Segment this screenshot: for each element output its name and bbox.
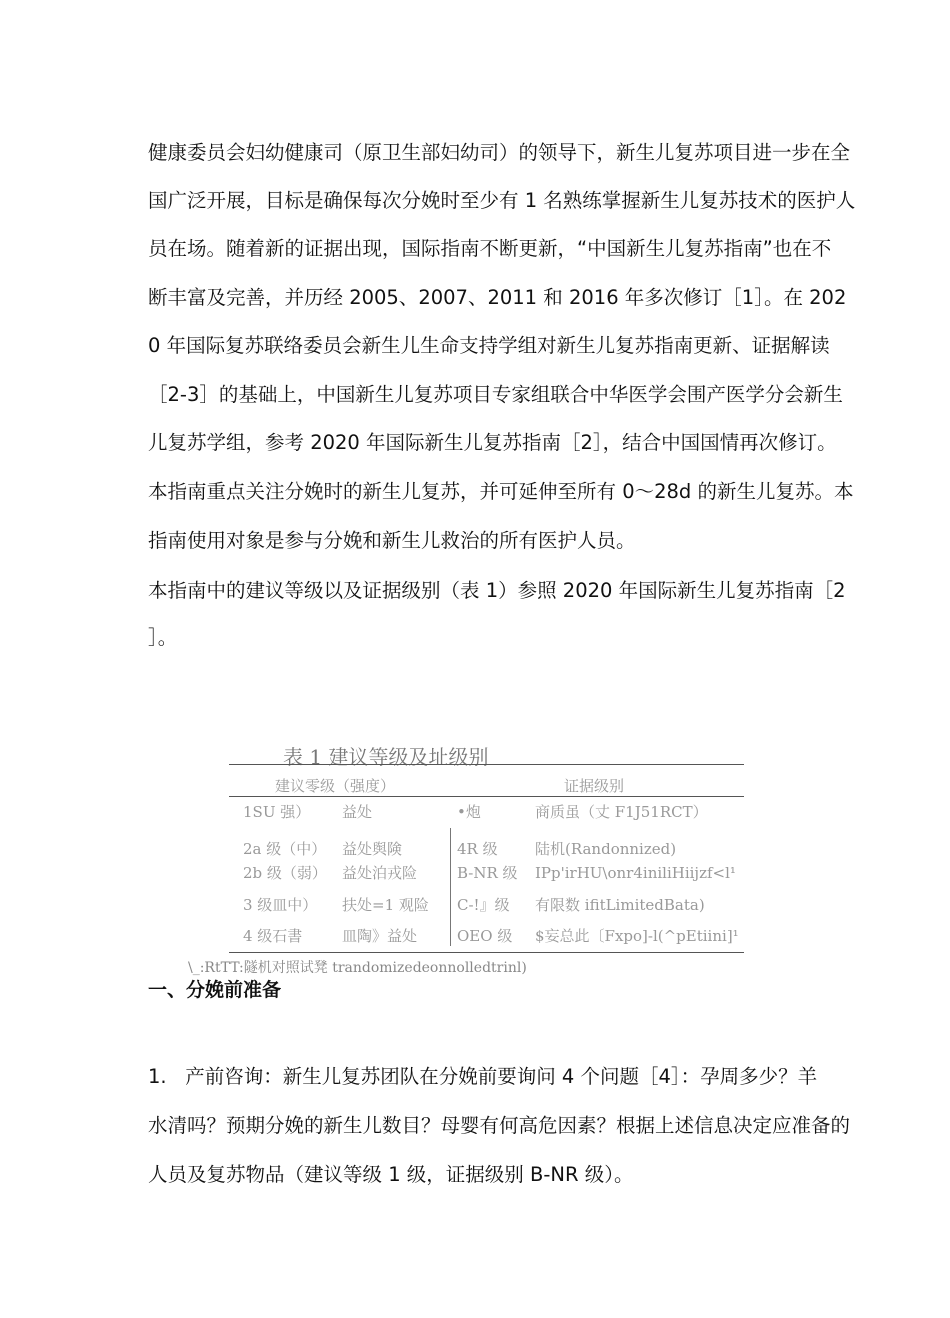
- paragraph-line: 本指南中的建议等级以及证据级别（表 1）参照 2020 年国际新生儿复苏指南［2: [148, 579, 846, 602]
- table-cell-evidence: $妄总此〔Fxpo]-l(^pEtiini]¹: [535, 927, 739, 945]
- table-cell-level: 4R 级: [457, 840, 498, 858]
- table-header-right: 证据级别: [564, 777, 625, 795]
- paragraph-line: 健康委员会妇幼健康司（原卫生部妇幼司）的领导下，新生儿复苏项目进一步在全: [148, 141, 851, 164]
- table-cell-grade: 3 级皿中）: [243, 896, 318, 914]
- table-cell-evidence: IPp'irHU\onr4iniliHiijzf<l¹: [535, 864, 736, 882]
- table-cell-grade: 4 级石書: [243, 927, 303, 945]
- table-divider: [450, 828, 451, 946]
- table-cell-effect: 益处舆険: [342, 840, 403, 858]
- table-cell-level: C-!』级: [457, 896, 510, 914]
- table-cell-effect: 益处: [342, 803, 373, 821]
- paragraph-line: 员在场。随着新的证据出现，国际指南不断更新，“中国新生儿复苏指南”也在不: [148, 237, 832, 260]
- paragraph-line: ］。: [148, 626, 178, 649]
- table-cell-grade: 2a 级（中）: [243, 840, 327, 858]
- table-title: 表 1 建议等级及址级别: [283, 745, 489, 769]
- item-line: 水清吗？预期分娩的新生儿数目？母婴有何高危因素？根据上述信息决定应准备的: [148, 1114, 851, 1137]
- paragraph-line: 断丰富及完善，并历经 2005、2007、2011 和 2016 年多次修订［1］。在 202: [148, 286, 847, 309]
- table-bottom-rule: [229, 952, 744, 953]
- table-cell-effect: 益处泊戎险: [342, 864, 418, 882]
- item-line: 1. 产前咨询：新生儿复苏团队在分娩前要询问 4 个问题［4］：孕周多少？羊: [148, 1065, 818, 1088]
- table-cell-effect: 扶处=1 观险: [342, 896, 429, 914]
- paragraph-line: 国广泛开展，目标是确保每次分娩时至少有 1 名熟练掌握新生儿复苏技术的医护人: [148, 189, 856, 212]
- table-cell-grade: 1SU 强）: [243, 803, 311, 821]
- table-footnote: \_:RtTT:隧机对照试凳 trandomizedeonnolledtrinl): [188, 960, 527, 976]
- table-cell-grade: 2b 级（弱）: [243, 864, 327, 882]
- table-header-rule: [229, 796, 744, 797]
- table-cell-level: •炮: [457, 803, 481, 821]
- table-cell-evidence: 陆机(Randonnized): [535, 840, 677, 858]
- item-line: 人员及复苏物品（建议等级 1 级，证据级别 B-NR 级）。: [148, 1163, 634, 1186]
- paragraph-line: 指南使用对象是参与分娩和新生儿救治的所有医护人员。: [148, 529, 636, 552]
- table-cell-level: OEO 级: [457, 927, 513, 945]
- paragraph-line: ［2-3］的基础上，中国新生儿复苏项目专家组联合中华医学会围产医学分会新生: [148, 383, 843, 406]
- table-cell-level: B-NR 级: [457, 864, 518, 882]
- section-heading: 一、分娩前准备: [148, 979, 282, 1001]
- table-cell-evidence: 商质虽（丈 F1J51RCT）: [535, 803, 708, 821]
- table-header-left: 建议零级（强度）: [275, 777, 396, 795]
- table-cell-effect: 皿陶》益处: [342, 927, 418, 945]
- table-cell-evidence: 有限数 ifitLimitedBata): [535, 896, 705, 914]
- paragraph-line: 本指南重点关注分娩时的新生儿复苏，并可延伸至所有 0〜28d 的新生儿复苏。本: [148, 480, 854, 503]
- paragraph-line: 儿复苏学组，参考 2020 年国际新生儿复苏指南［2］，结合中国国情再次修订。: [148, 431, 837, 454]
- table-top-rule: [229, 764, 744, 765]
- paragraph-line: 0 年国际复苏联络委员会新生儿生命支持学组对新生儿复苏指南更新、证据解读: [148, 334, 830, 357]
